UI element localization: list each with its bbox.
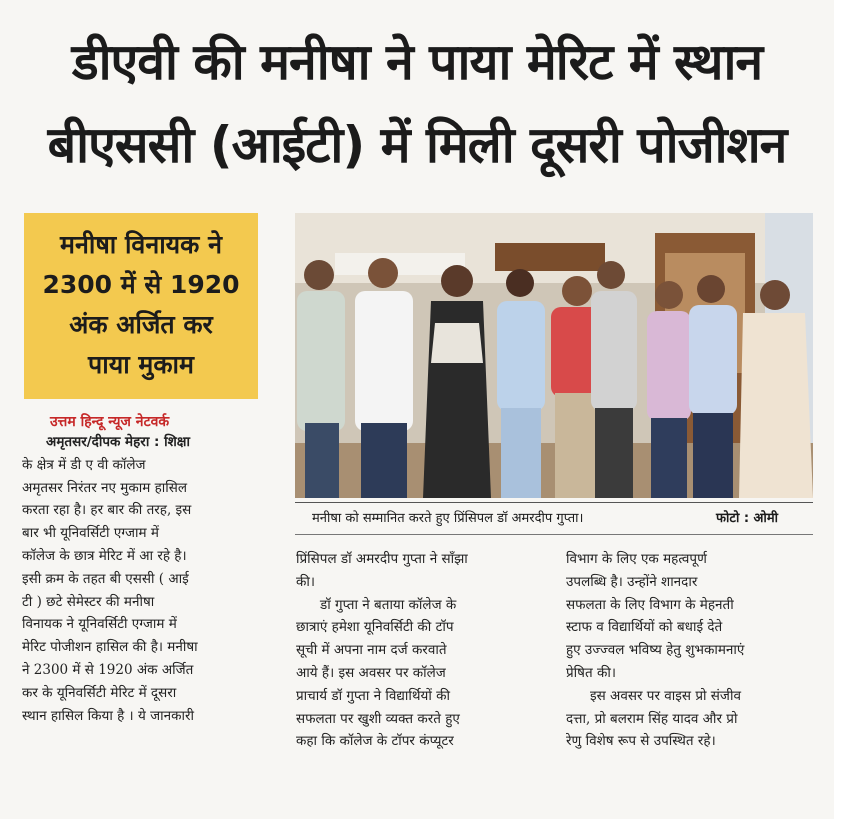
highlight-line: पाया मुकाम — [88, 350, 194, 379]
article-line: इस अवसर पर वाइस प्रो संजीव — [590, 687, 741, 704]
article-line: मेरिट पोजीशन हासिल की है। मनीषा — [22, 639, 198, 656]
article-line: विभाग के लिए एक महत्वपूर्ण — [566, 551, 707, 567]
article-line: प्रिंसिपल डॉ अमरदीप गुप्ता ने साँझा — [296, 551, 468, 567]
highlight-line: अंक अर्जित कर — [69, 310, 213, 339]
article-line: छात्राएं हमेशा यूनिवर्सिटी की टॉप — [296, 619, 454, 636]
article-line: आये हैं। इस अवसर पर कॉलेज — [296, 664, 446, 681]
article-column-2 — [296, 548, 550, 753]
article-line: के क्षेत्र में डी ए वी कॉलेज — [22, 456, 146, 473]
award-photo — [295, 213, 813, 498]
article-line: दत्ता, प्रो बलराम सिंह यादव और प्रो — [566, 710, 738, 727]
article-line: प्राचार्य डॉ गुप्ता ने विद्यार्थियों की — [296, 687, 451, 704]
highlight-line: मनीषा विनायक ने — [60, 230, 222, 259]
person-6 — [591, 261, 637, 498]
article-line: बार भी यूनिवर्सिटी एग्जाम में — [22, 525, 159, 542]
caption-rule-bottom — [295, 534, 813, 535]
person-2 — [355, 258, 413, 498]
article-line: की। — [296, 573, 315, 590]
article-line: ने 2300 में से 1920 अंक अर्जित — [22, 661, 194, 678]
article-line: टी ) छटे सेमेस्टर की मनीषा — [22, 593, 155, 610]
article-line: कर के यूनिवर्सिटी मेरिट में दूसरा — [22, 684, 177, 701]
article-line: डॉ गुप्ता ने बताया कॉलेज के — [320, 596, 457, 613]
group-photo-illustration — [295, 213, 813, 498]
article-line: सफलता पर खुशी व्यक्त करते हुए — [296, 710, 460, 727]
person-8 — [689, 275, 737, 498]
article-line: करता रहा है। हर बार की तरह, इस — [22, 502, 192, 519]
page-margin — [834, 0, 848, 819]
article-line: स्टाफ व विद्यार्थियों को बधाई देते — [566, 619, 723, 636]
article-line: हुए उज्ज्वल भविष्य हेतु शुभकामनाएं — [566, 642, 745, 659]
article-column-3 — [566, 548, 818, 753]
article-column-1 — [22, 431, 280, 727]
article-line: विनायक ने यूनिवर्सिटी एग्जाम में — [22, 616, 177, 633]
highlight-line: 2300 में से 1920 — [42, 270, 240, 299]
article-line: सूची में अपना नाम दर्ज करवाते — [296, 642, 447, 659]
article-line: कॉलेज के छात्र मेरिट में आ रहे है। — [22, 547, 187, 564]
photo-caption: मनीषा को सम्मानित करते हुए प्रिंसिपल डॉ अमरदीप गुप्ता। — [312, 511, 584, 526]
headline-line-2: बीएससी (आईटी) में मिली दूसरी पोजीशन — [47, 116, 787, 174]
photo-credit: फोटो : ओमी — [716, 511, 778, 526]
article-line: स्थान हासिल किया है । ये जानकारी — [22, 707, 194, 724]
article-line: अमृतसर निरंतर नए मुकाम हासिल — [22, 479, 188, 496]
headline-line-1: डीएवी की मनीषा ने पाया मेरिट में स्थान — [71, 33, 763, 91]
highlight-box — [24, 213, 258, 399]
person-7 — [647, 281, 691, 498]
caption-rule-top — [295, 502, 813, 503]
person-4-student — [497, 269, 545, 498]
article-line: कहा कि कॉलेज के टॉपर कंप्यूटर — [296, 733, 454, 750]
article-line: रेणु विशेष रूप से उपस्थित रहे। — [566, 733, 716, 750]
article-line: प्रेषित की। — [566, 664, 616, 681]
article-line: उपलब्धि है। उन्होंने शानदार — [566, 573, 698, 590]
dateline: अमृतसर/दीपक मेहरा : शिक्षा — [46, 434, 190, 450]
article-line: सफलता के लिए विभाग के मेहनती — [566, 596, 734, 613]
agency-byline: उत्तम हिन्दू न्यूज नेटवर्क — [50, 414, 170, 430]
article-line: इसी क्रम के तहत बी एससी ( आई — [22, 570, 189, 587]
